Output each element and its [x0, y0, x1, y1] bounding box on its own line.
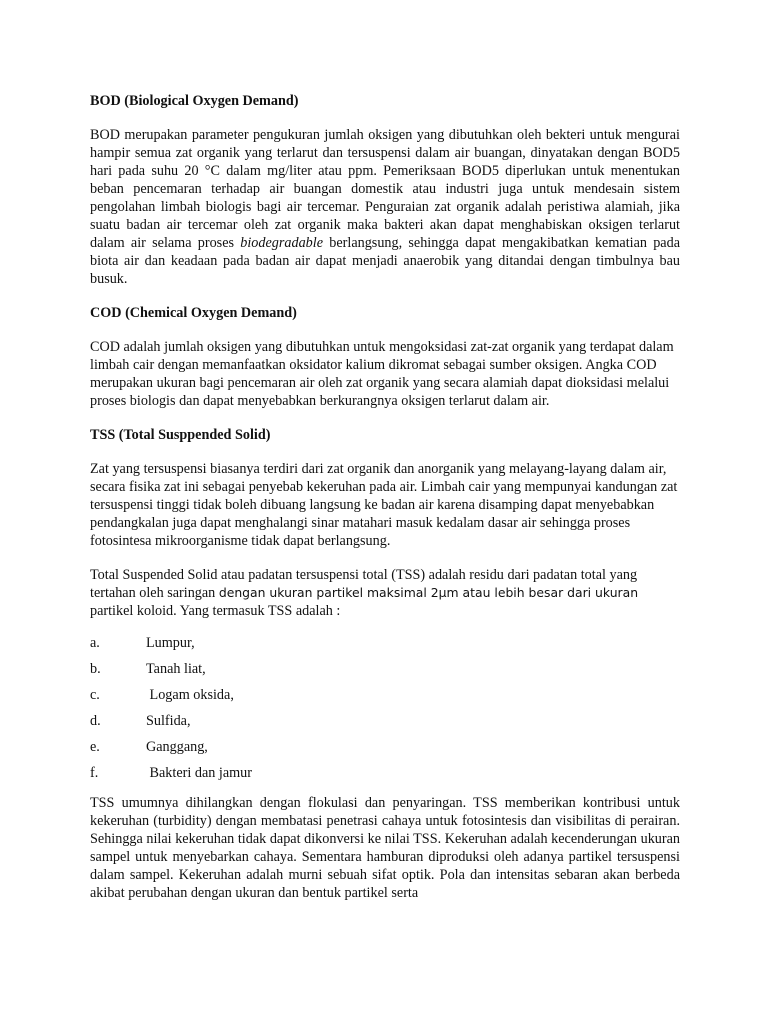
- document-body: [90, 92, 680, 902]
- cod-heading: COD (Chemical Oxygen Demand): [90, 305, 297, 321]
- bod-paragraph: [90, 126, 680, 288]
- tss-paragraph-1: Zat yang tersuspensi biasanya terdiri dari zat organik dan anorganik yang melayang-layang dalam air, secara fisika zat ini sebagai penyebab kekeruhan pada air. Limbah cair yang mempunyai kandungan zat tersuspensi tinggi tidak boleh dibuang langsung ke badan air karena disamping dapat menyebabkan pendangkalan juga dapat menghalangi sinar matahari masuk kedalam dasar air sehingga proses fotosintesa mikroorganisme tidak dapat berlangsung.: [90, 461, 678, 549]
- cod-paragraph: COD adalah jumlah oksigen yang dibutuhkan untuk mengoksidasi zat-zat organik yang terdapat dalam limbah cair dengan memanfaatkan oksidator kalium dikromat sebagai sumber oksigen. Angka COD merupakan ukuran bagi pencemaran air oleh zat organik yang secara alamiah dapat dioksidasi melalui proses biologis dan dapat menyebabkan berkurangnya oksigen terlarut dalam air.: [90, 339, 674, 409]
- list-text: Bakteri dan jamur: [146, 765, 252, 781]
- tss-text-part: partikel koloid. Yang termasuk TSS adalah :: [90, 603, 341, 619]
- list-marker: c.: [90, 687, 100, 703]
- list-item: [90, 660, 680, 686]
- list-text: Logam oksida,: [146, 687, 234, 703]
- list-item: [90, 712, 680, 738]
- list-marker: b.: [90, 661, 101, 677]
- list-marker: f.: [90, 765, 99, 781]
- bod-text-emphasis: biodegradable: [240, 235, 324, 251]
- list-item: [90, 634, 680, 660]
- bod-text-part: BOD merupakan parameter pengukuran jumlah oksigen yang dibutuhkan oleh bekteri untuk mengurai hampir semua zat organik yang terlarut dan tersuspensi dalam air buangan, dinyatakan dengan BOD5 hari pada suhu 20 °C dalam mg/liter atau ppm. Pemeriksaan BOD5 diperlukan untuk menentukan beban pencemaran terhadap air buangan domestik atau industri juga untuk mendesain sistem pengolahan limbah biologis bagi air tercemar. Penguraian zat organik adalah peristiwa alamiah, jika suatu badan air tercemar oleh zat organik maka bakteri akan dapat menghabiskan oksigen terlarut dalam air selama proses: [90, 127, 680, 251]
- tss-paragraph-3: TSS umumnya dihilangkan dengan flokulasi dan penyaringan. TSS memberikan kontribusi untuk kekeruhan (turbidity) dengan membatasi penetrasi cahaya untuk fotosintesis dan visibilitas di perairan. Sehingga nilai kekeruhan tidak dapat dikonversi ke nilai TSS. Kekeruhan adalah kecenderungan ukuran sampel untuk menyebarkan cahaya. Sementara hamburan diproduksi oleh adanya partikel tersuspensi dalam sampel. Kekeruhan adalah murni sebuah sifat optik. Pola dan intensitas sebaran akan berbeda akibat perubahan dengan ukuran dan bentuk partikel serta: [90, 795, 680, 901]
- tss-heading: TSS (Total Susppended Solid): [90, 427, 271, 443]
- list-text: Ganggang,: [146, 739, 208, 755]
- list-text: Lumpur,: [146, 635, 195, 651]
- bod-heading: BOD (Biological Oxygen Demand): [90, 93, 299, 109]
- bod-text-part: berlangsung, sehingga dapat mengakibatkan kematian pada biota air dan keadaan pada badan air dapat menjadi anaerobik yang ditandai dengan timbulnya bau busuk.: [90, 235, 680, 287]
- list-marker: d.: [90, 713, 101, 729]
- list-item: [90, 738, 680, 764]
- tss-text-part: Total Suspended Solid atau padatan tersuspensi total (TSS) adalah residu dari padatan total yang tertahan oleh saringan: [90, 567, 638, 601]
- list-text: Sulfida,: [146, 713, 191, 729]
- list-marker: a.: [90, 635, 100, 651]
- list-item: [90, 764, 680, 790]
- list-item: [90, 686, 680, 712]
- list-text: Tanah liat,: [146, 661, 206, 677]
- tss-paragraph-2: [90, 566, 680, 620]
- tss-list: [90, 634, 680, 790]
- list-marker: e.: [90, 739, 100, 755]
- tss-text-part: dengan ukuran partikel maksimal 2µm atau lebih besar dari ukuran: [218, 585, 639, 600]
